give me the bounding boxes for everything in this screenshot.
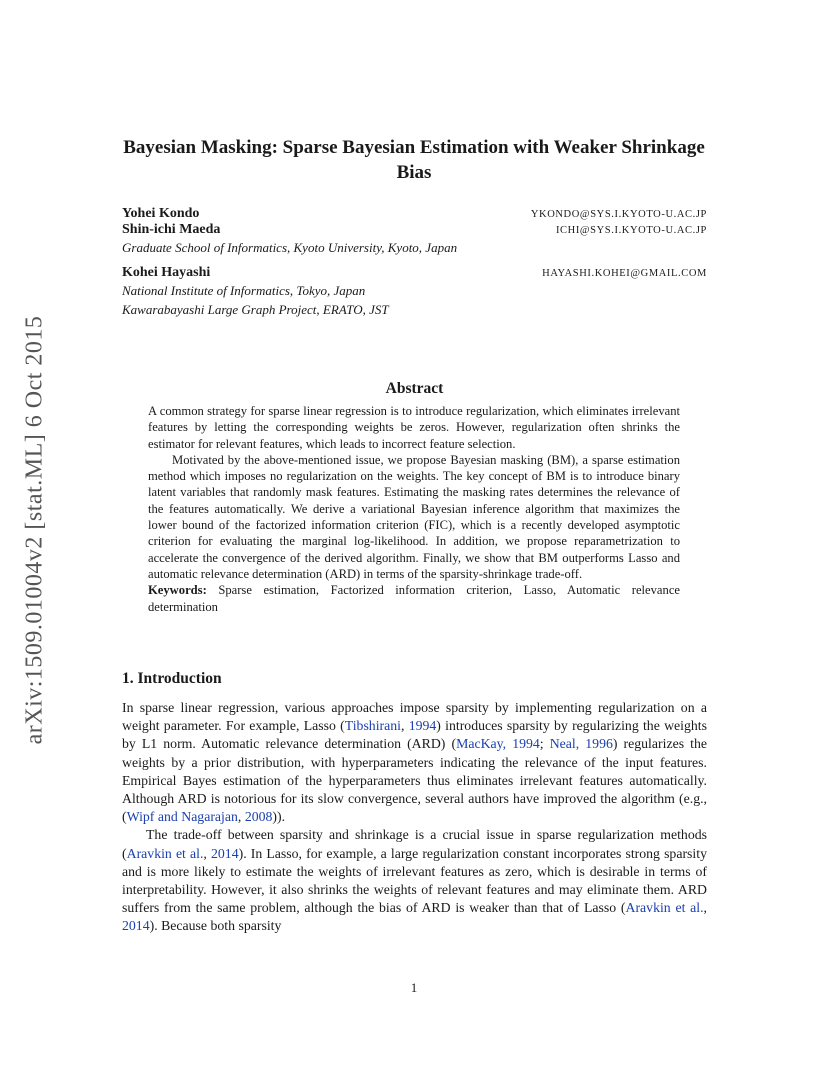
author-name: Shin-ichi Maeda [122, 222, 221, 237]
text-run: ). In Lasso, for example, a large regularization constant incorporates strong sparsity and is more likely to estimate the weights of irrelevant features as zero, which is desirable in terms of interpretability. However, it also shrinks the weights of relevant features and may eliminate them. ARD suffers from the same problem, although the bias of ARD is weaker than that of Lasso ( [122, 845, 707, 916]
author-email[interactable]: YKONDO@SYS.I.KYOTO-U.AC.JP [530, 209, 707, 220]
text-run: ; [539, 736, 550, 752]
author-block-2 [122, 265, 707, 319]
text-run: ) introduces sparsity by regularizing the weights by L1 norm. Automatic relevance determination (ARD) ( [122, 718, 707, 752]
citation-link[interactable]: 2014 [211, 845, 239, 861]
text-run: , [703, 900, 707, 916]
author-row [122, 222, 707, 238]
citation-link[interactable]: 2014 [122, 918, 150, 934]
intro-paragraph [122, 699, 707, 826]
text-run: ) regularizes the weights by a prior distribution, with hyperparameters indicating the relevance of the input features. Empirical Bayes estimation of the hyperparameters thus eliminates irrelevant features automatically. Although ARD is notorious for its slow convergence, several authors have improved the algorithm (e.g., ( [122, 736, 707, 825]
arxiv-id: arXiv:1509.01004v2 [stat.ML] 6 Oct 2015 [21, 315, 48, 745]
author-email[interactable]: ICHI@SYS.I.KYOTO-U.AC.JP [555, 225, 707, 236]
section-heading: 1. Introduction [122, 670, 222, 687]
abstract-paragraph: A common strategy for sparse linear regression is to introduce regularization, which eliminates irrelevant features by letting the corresponding weights be zeros. However, regularization often shrinks the estimator for relevant features, which leads to incorrect feature selection. [148, 404, 680, 451]
affiliation: Kawarabayashi Large Graph Project, ERATO, JST [122, 302, 389, 317]
abstract-body [148, 403, 680, 615]
intro-paragraph [122, 826, 707, 935]
text-run: , [203, 845, 211, 861]
citation-link[interactable]: 2008 [244, 809, 273, 825]
author-row [122, 265, 707, 281]
citation-link[interactable]: Tibshirani [344, 718, 401, 734]
keywords-text: Sparse estimation, Factorized information criterion, Lasso, Automatic relevance determination [148, 583, 681, 614]
author-name: Kohei Hayashi [122, 265, 211, 280]
text-run: In sparse linear regression, various approaches impose sparsity by implementing regularization on a weight parameter. For example, Lasso ( [122, 700, 707, 734]
text-run: , [401, 718, 409, 734]
author-email[interactable]: HAYASHI.KOHEI@GMAIL.COM [542, 268, 707, 279]
citation-link[interactable]: Wipf and Nagarajan [126, 809, 238, 825]
keywords [148, 582, 680, 615]
author-row [122, 206, 707, 222]
page-number: 1 [410, 980, 418, 995]
author-name: Yohei Kondo [122, 206, 200, 221]
affiliation: Graduate School of Informatics, Kyoto University, Kyoto, Japan [122, 240, 458, 255]
arxiv-sidebar-stamp [10, 290, 60, 770]
keywords-label: Keywords: [148, 583, 207, 598]
author-block-1 [122, 206, 707, 257]
text-run: , [237, 809, 245, 825]
affiliation: National Institute of Informatics, Tokyo, Japan [122, 283, 366, 298]
citation-link[interactable]: MacKay, 1994 [456, 736, 540, 752]
citation-link[interactable]: 1994 [408, 718, 437, 734]
citation-link[interactable]: Aravkin et al. [625, 900, 704, 916]
text-run: ). Because both sparsity [149, 918, 282, 934]
abstract-paragraph: Motivated by the above-mentioned issue, we propose Bayesian masking (BM), a sparse estimation method which imposes no regularization on the weights. The key concept of BM is to introduce binary latent variables that randomly mask features. Estimating the masking rates determines the relevance of the features automatically. We derive a variational Bayesian inference algorithm that maximizes the lower bound of the factorized information criterion (FIC), which is a recently developed asymptotic criterion for evaluating the marginal log-likelihood. In addition, we propose reparametrization to accelerate the convergence of the derived algorithm. Finally, we show that BM outperforms Lasso and automatic relevance determination (ARD) in terms of the sparsity-shrinkage trade-off. [148, 452, 680, 581]
text-run: )). [272, 809, 286, 825]
citation-link[interactable]: Aravkin et al. [126, 845, 204, 861]
citation-link[interactable]: Neal, 1996 [549, 736, 613, 752]
abstract-heading: Abstract [385, 380, 444, 397]
text-run: The trade-off between sparsity and shrinkage is a crucial issue in sparse regularization methods ( [122, 827, 707, 861]
intro-body [122, 699, 707, 936]
paper-title: Bayesian Masking: Sparse Bayesian Estimation with Weaker Shrinkage Bias [123, 137, 705, 183]
